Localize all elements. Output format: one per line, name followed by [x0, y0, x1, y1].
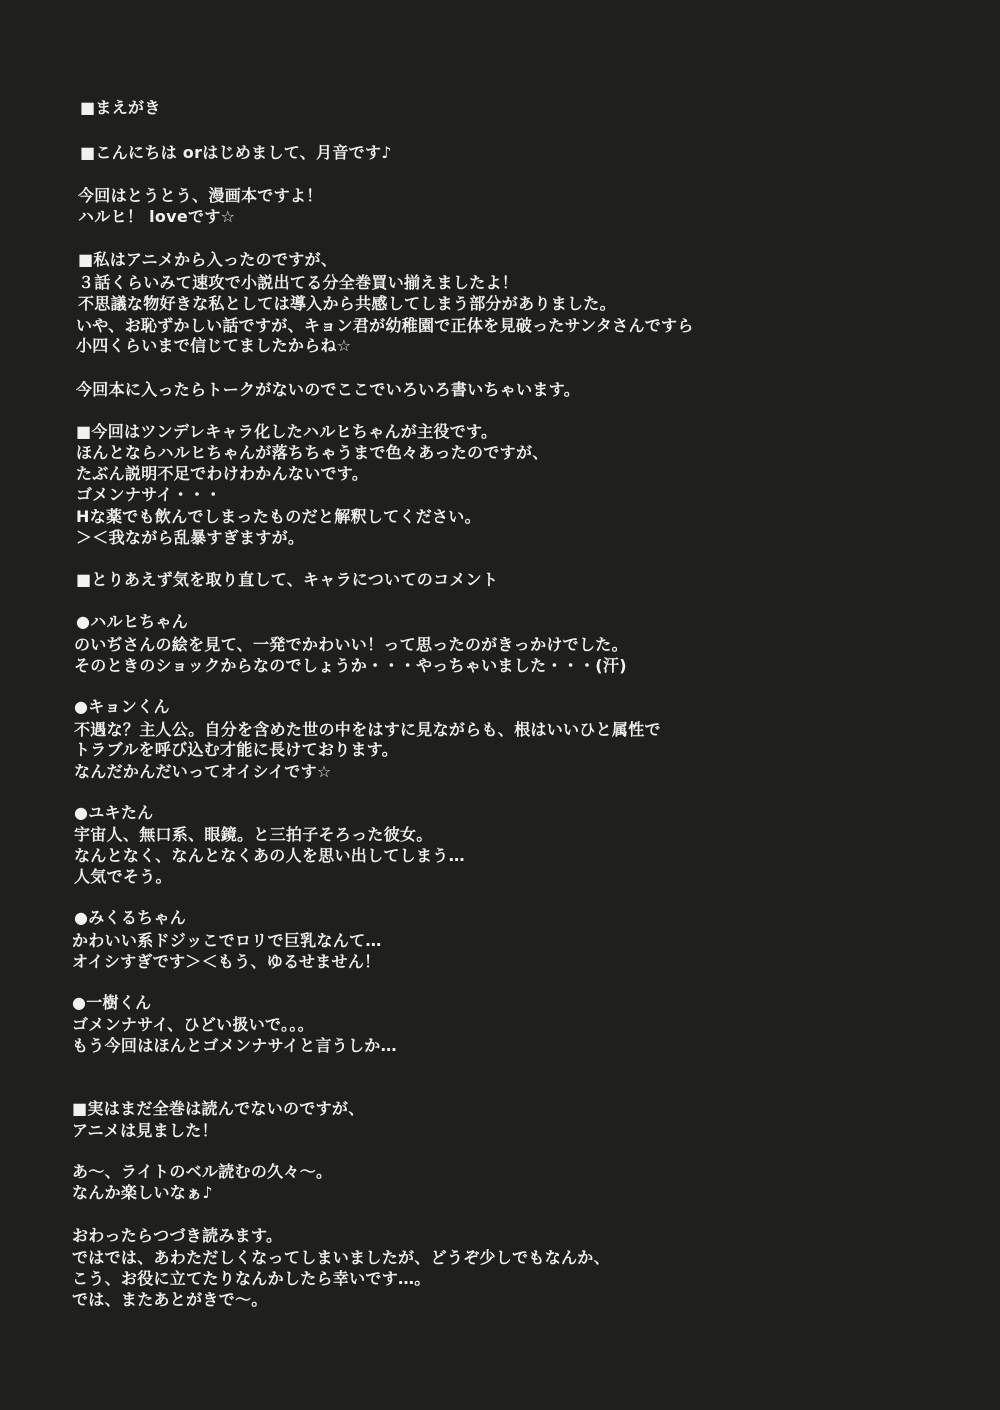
text-line-28: 人気でそう。	[74, 867, 172, 886]
text-line-26: 宇宙人、無口系、眼鏡。と三拍子そろった彼女。	[74, 825, 433, 844]
text-line-3: 今回はとうとう、漫画本ですよ！	[78, 186, 323, 205]
text-line-15: Hな薬でも飲んでしまったものだと解釈してください。	[76, 507, 481, 526]
text-line-25: ●ユキたん	[74, 803, 154, 822]
text-line-30: かわいい系ドジッこでロリで巨乳なんて…	[72, 931, 382, 950]
text-line-17: ■とりあえず気を取り直して、キャラについてのコメント	[76, 570, 499, 589]
text-line-38: なんか楽しいなぁ♪	[72, 1183, 213, 1202]
text-line-40: ではでは、あわただしくなってしまいましたが、どうぞ少しでもなんか、	[72, 1248, 610, 1267]
text-line-36: アニメは見ました！	[72, 1121, 218, 1140]
text-line-2: ■こんにちは orはじめまして、月音です♪	[80, 143, 392, 162]
text-line-27: なんとなく、なんとなくあの人を思い出してしまう…	[74, 846, 465, 865]
text-line-42: では、またあとがきで～。	[72, 1290, 268, 1309]
text-line-33: ゴメンナサイ、ひどい扱いで。。。	[72, 1015, 314, 1034]
text-line-39: おわったらつづき読みます。	[72, 1226, 283, 1245]
text-line-34: もう今回はほんとゴメンナサイと言うしか…	[72, 1036, 397, 1055]
text-line-13: たぶん説明不足でわけわかんないです。	[76, 464, 369, 483]
text-line-24: なんだかんだいってオイシイです☆	[74, 762, 332, 781]
text-line-29: ●みくるちゃん	[74, 908, 187, 927]
text-line-5: ■私はアニメから入ったのですが、	[78, 250, 338, 269]
text-line-12: ほんとならハルヒちゃんが落ちちゃうまで色々あったのですが、	[76, 443, 549, 462]
text-line-31: オイシすぎです＞＜もう、ゆるせません！	[72, 952, 381, 971]
text-line-11: ■今回はツンデレキャラ化したハルヒちゃんが主役です。	[76, 422, 498, 441]
text-line-8: いや、お恥ずかしい話ですが、キョン君が幼稚園で正体を見破ったサンタさんですら	[76, 316, 694, 335]
text-line-1: ■まえがき	[80, 98, 161, 117]
text-line-14: ゴメンナサイ・・・	[76, 485, 222, 504]
text-line-16: ＞＜我ながら乱暴すぎますが。	[76, 528, 305, 547]
text-line-23: トラブルを呼び込む才能に長けております。	[74, 740, 399, 759]
text-line-32: ●一樹くん	[72, 993, 152, 1012]
text-line-21: ●キョンくん	[74, 697, 170, 716]
text-line-7: 不思議な物好きな私としては導入から共感してしまう部分がありました。	[78, 294, 616, 313]
text-line-19: のいぢさんの絵を見て、一発でかわいい！って思ったのがきっかけでした。	[74, 635, 628, 654]
text-line-37: あ～、ライトのベル読むの久々～。	[72, 1162, 333, 1181]
text-line-10: 今回本に入ったらトークがないのでここでいろいろ書いちゃいます。	[76, 380, 581, 399]
text-line-9: 小四くらいまで信じてましたからね☆	[76, 336, 352, 355]
text-line-20: そのときのショックからなのでしょうか・・・やっちゃいました・・・(汗)	[74, 656, 627, 675]
text-line-41: こう、お役に立てたりなんかしたら幸いです…。	[72, 1269, 431, 1288]
text-line-35: ■実はまだ全巻は読んでないのですが、	[72, 1099, 365, 1118]
text-line-22: 不遇な？主人公。自分を含めた世の中をはすに見ながらも、根はいいひと属性で	[74, 720, 661, 739]
text-line-4: ハルヒ！ loveです☆	[78, 207, 236, 226]
text-line-6: ３話くらいみて速攻で小説出てる分全巻買い揃えましたよ！	[78, 273, 519, 292]
text-line-18: ●ハルヒちゃん	[76, 612, 189, 631]
